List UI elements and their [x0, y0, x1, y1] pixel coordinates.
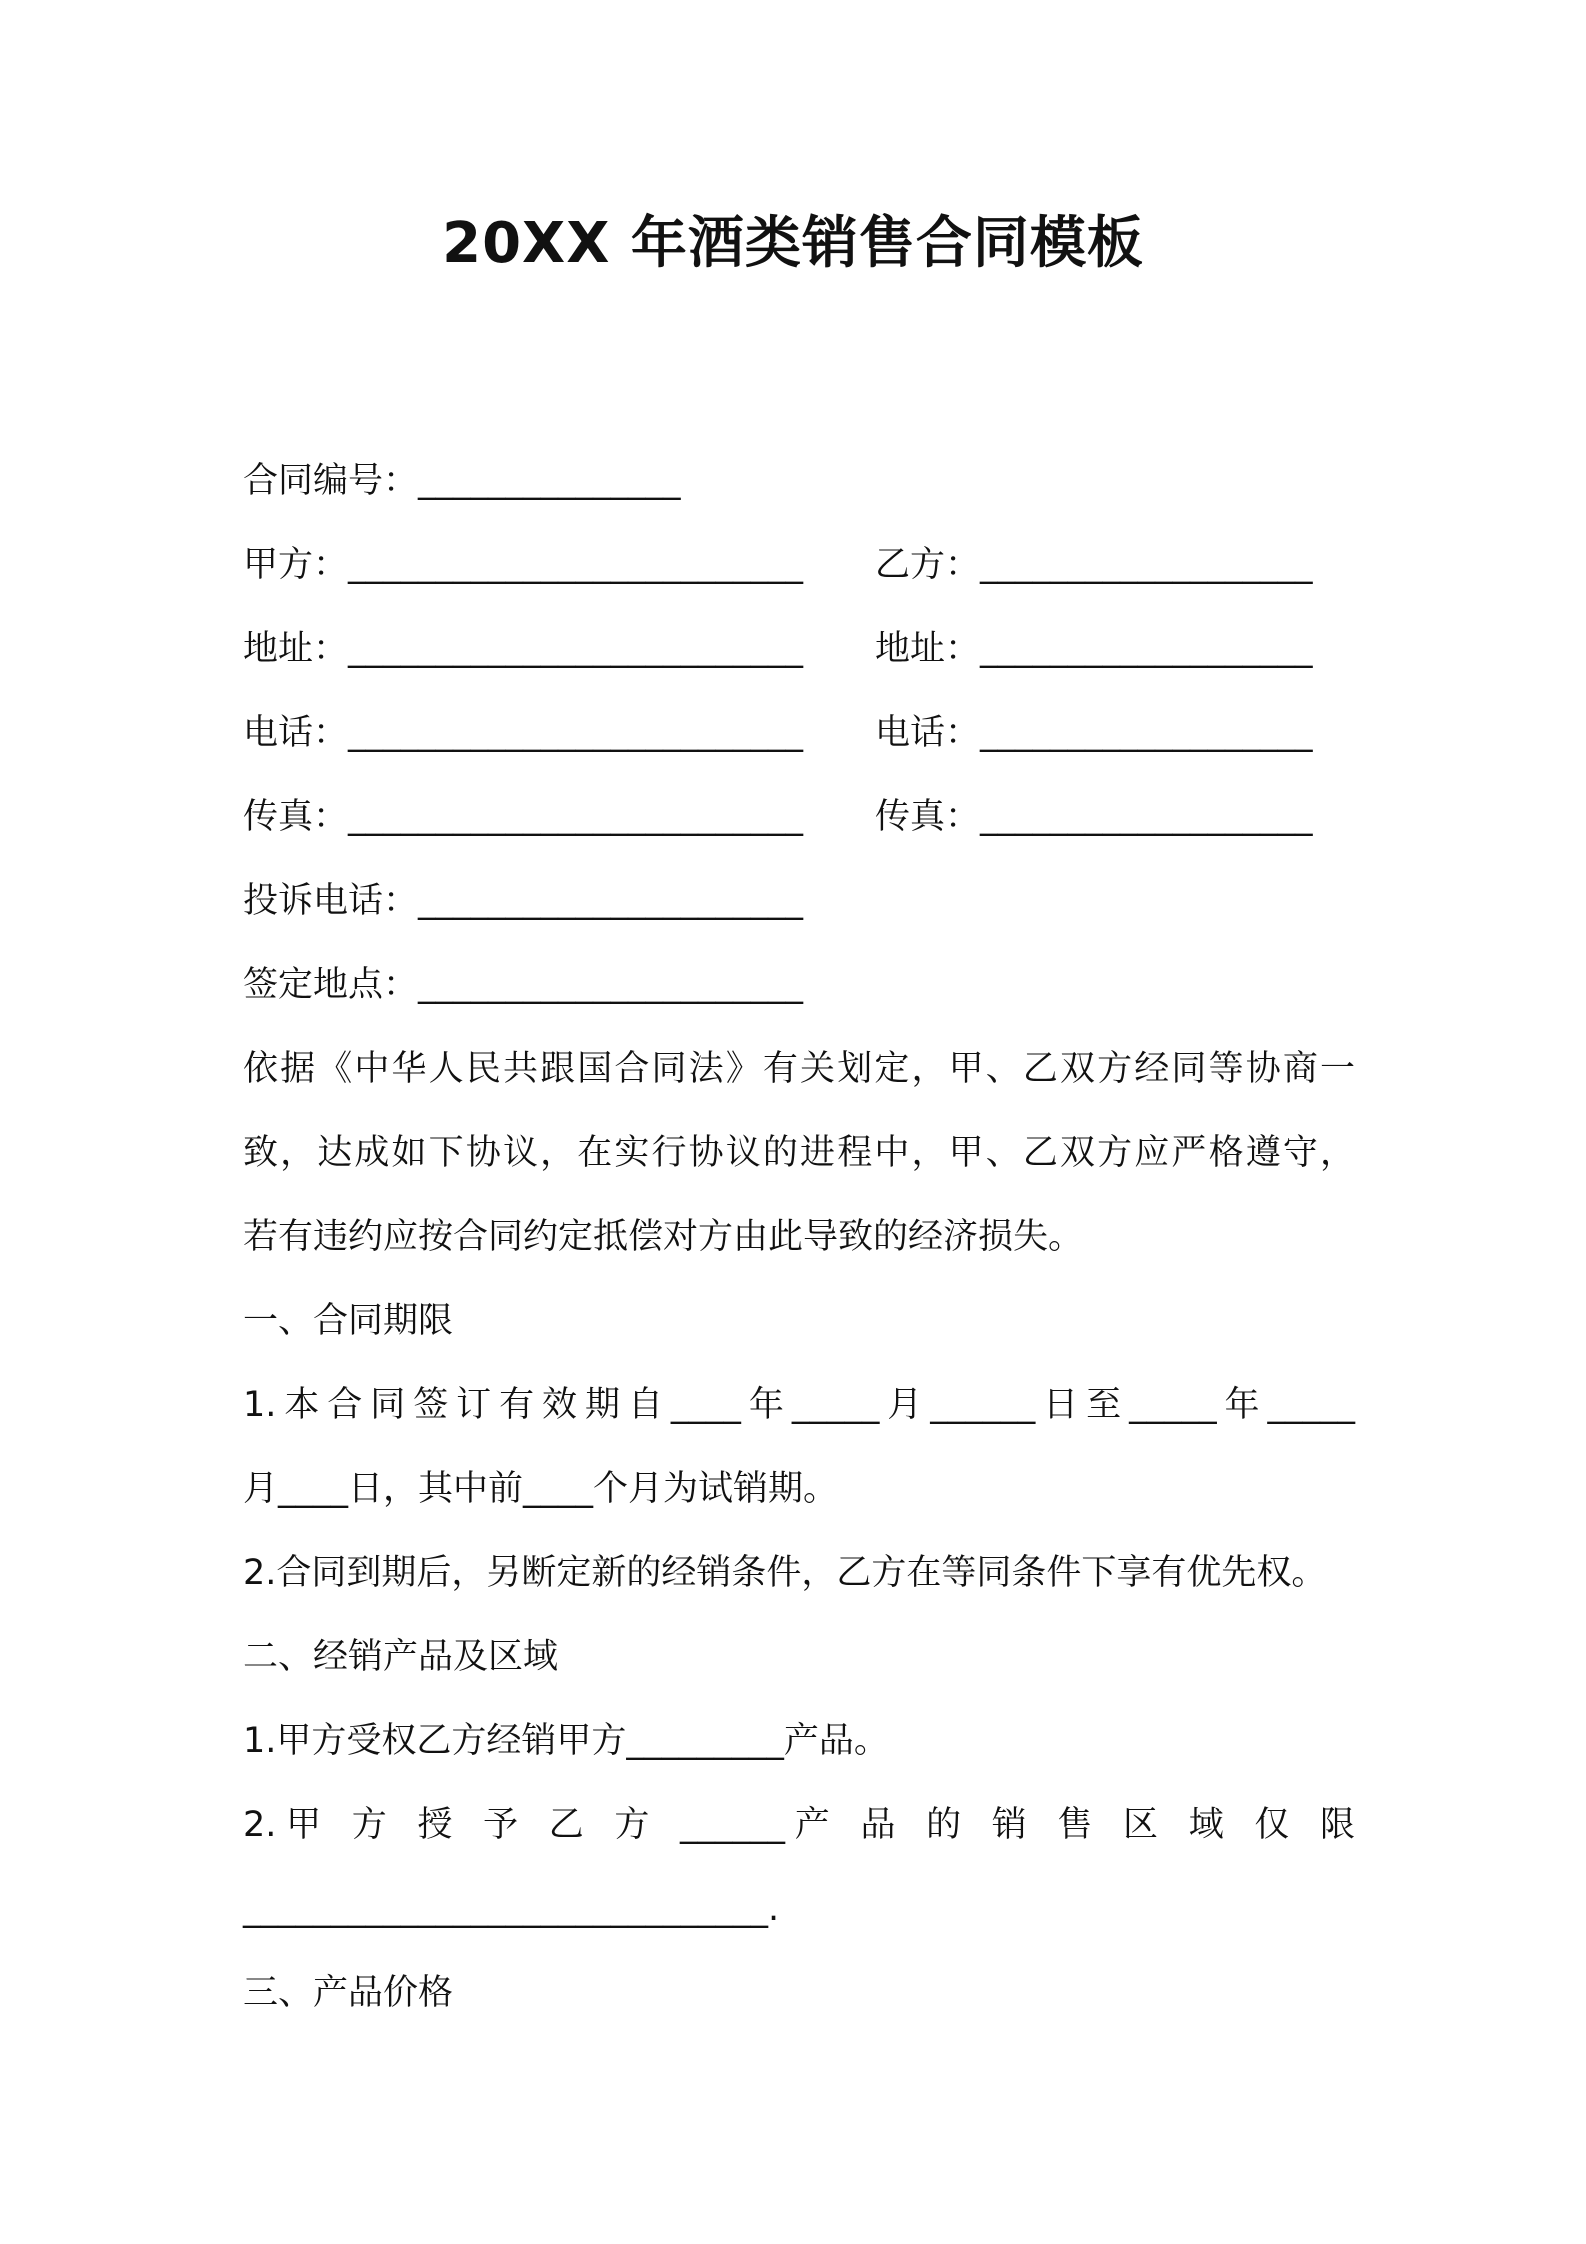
preamble-line: 若有违约应按合同约定抵偿对方由此导致的经济损失。	[243, 1217, 1084, 1257]
preamble-line: 依据《中华人民共跟国合同法》有关划定，甲、乙双方经同等协商一	[243, 1049, 1355, 1089]
fax-b-field: 传真：___________________	[875, 797, 1313, 837]
section-heading-price: 三、产品价格	[243, 1973, 454, 2013]
address-a-field: 地址：__________________________	[243, 629, 804, 669]
address-b-field: 地址：___________________	[875, 629, 1313, 669]
clause-1-1: 1.本合同签订有效期自____年_____月______日至_____年_____	[243, 1385, 1355, 1425]
phone-a-field: 电话：__________________________	[243, 713, 804, 753]
complaint-phone-field: 投诉电话：______________________	[243, 881, 804, 921]
signing-place-field: 签定地点：______________________	[243, 965, 804, 1005]
party-a-field: 甲方：__________________________	[243, 545, 804, 585]
section-heading-term: 一、合同期限	[243, 1301, 454, 1341]
clause-2-1: 1.甲方受权乙方经销甲方_________产品。	[243, 1721, 889, 1761]
contract-number-field: 合同编号：_______________	[243, 461, 681, 501]
fax-a-field: 传真：__________________________	[243, 797, 804, 837]
clause-1-1-continued: 月____日，其中前____个月为试销期。	[243, 1469, 839, 1509]
party-b-field: 乙方：___________________	[875, 545, 1313, 585]
clause-2-2-continued: ______________________________.	[243, 1889, 780, 1929]
phone-b-field: 电话：___________________	[875, 713, 1313, 753]
clause-2-2: 2.甲 方 授 予 乙 方 ______产 品 的 销 售 区 域 仅 限	[243, 1805, 1355, 1845]
document-title: 20XX 年酒类销售合同模板	[442, 211, 1144, 276]
preamble-line: 致，达成如下协议，在实行协议的进程中，甲、乙双方应严格遵守，	[243, 1133, 1355, 1173]
section-heading-products: 二、经销产品及区域	[243, 1637, 559, 1677]
clause-1-2: 2.合同到期后，另断定新的经销条件，乙方在等同条件下享有优先权。	[243, 1553, 1327, 1593]
